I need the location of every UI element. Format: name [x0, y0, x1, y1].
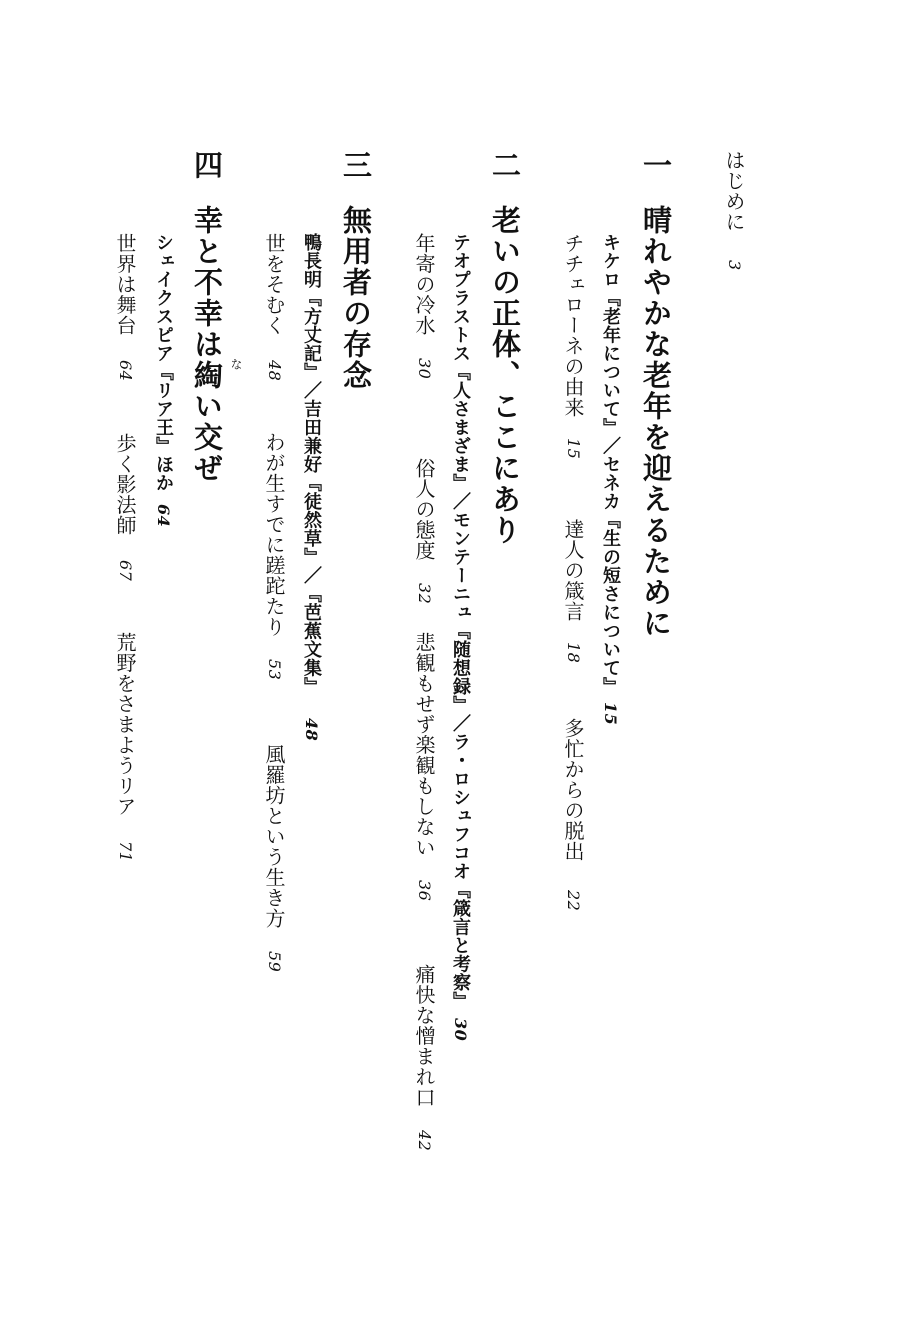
chapter-4-subtitle — [154, 233, 172, 527]
chapter-2-item-3-label: 悲観もせず楽観もしない — [412, 632, 436, 858]
chapter-3-title[interactable]: 無用者の存念 — [339, 205, 373, 391]
chapter-3-subtitle-page: 48 — [302, 717, 321, 741]
chapter-2-subtitle-page: 30 — [451, 1018, 470, 1042]
chapter-2-item-4-label: 痛快な憎まれ口 — [412, 964, 436, 1108]
chapter-4-subtitle-page: 64 — [154, 504, 173, 528]
chapter-3-item-1-page: 48 — [265, 359, 284, 381]
chapter-3-item-3-page: 59 — [265, 950, 284, 972]
chapter-1-item-3[interactable] — [563, 718, 583, 911]
chapter-2-item-4[interactable] — [414, 964, 434, 1151]
chapter-1-subtitle-text: キケロ『老年について』／セネカ『生の短さについて』 — [600, 233, 621, 696]
chapter-3-item-1-label: 世をそむく — [262, 233, 286, 336]
chapter-3-item-2-page: 53 — [265, 659, 284, 681]
chapter-1-item-2[interactable] — [563, 519, 583, 663]
chapter-4-item-1[interactable] — [115, 233, 135, 381]
chapter-3-item-2[interactable] — [264, 432, 284, 680]
chapter-1-item-1-page: 15 — [564, 437, 583, 459]
chapter-2-item-4-page: 42 — [415, 1129, 434, 1151]
chapter-4-item-2-page: 67 — [116, 559, 135, 581]
chapter-1-item-1[interactable] — [563, 233, 583, 459]
intro-entry[interactable] — [724, 150, 744, 271]
chapter-3-item-1[interactable] — [264, 233, 284, 381]
chapter-1-subtitle-page: 15 — [601, 701, 620, 725]
chapter-1-subtitle — [601, 233, 619, 725]
chapter-2-subtitle — [451, 233, 469, 1041]
chapter-4-item-3-page: 71 — [116, 840, 135, 862]
chapter-4-item-1-label: 世界は舞台 — [113, 233, 137, 336]
chapter-4-item-2[interactable] — [115, 433, 135, 581]
chapter-4-item-3[interactable] — [115, 632, 135, 862]
chapter-3-item-2-label: わが生すでに蹉跎たり — [262, 432, 286, 637]
chapter-3-item-3-label: 風羅坊という生き方 — [262, 744, 286, 929]
chapter-4-title[interactable]: 幸と不幸は綯 な い交ぜ — [190, 205, 243, 484]
chapter-2-item-3-page: 36 — [415, 879, 434, 901]
chapter-1-item-2-page: 18 — [564, 641, 583, 663]
chapter-4-title-ruby: な — [229, 358, 243, 372]
chapter-2-item-1-page: 30 — [415, 357, 434, 379]
chapter-2-item-1[interactable] — [414, 233, 434, 379]
chapter-2-item-2-label: 俗人の態度 — [412, 458, 436, 561]
chapter-2-title[interactable]: 老いの正体、ここにあり — [488, 205, 522, 546]
chapter-2-item-2-page: 32 — [415, 582, 434, 604]
chapter-4-item-3-label: 荒野をさまようリア — [113, 632, 137, 817]
chapter-3-subtitle — [302, 233, 320, 741]
chapter-4-item-2-label: 歩く影法師 — [113, 433, 137, 536]
intro-page: 3 — [725, 260, 744, 271]
chapter-4-number: 四 — [190, 150, 224, 179]
chapter-2-subtitle-text: テオプラストス『人さまざま』／モンテーニュ『随想録』／ラ・ロシュフコオ『箴言と考察』 — [450, 233, 471, 1010]
chapter-3-item-3[interactable] — [264, 744, 284, 972]
chapter-3-subtitle-text: 鴨長明『方丈記』／吉田兼好『徒然草』／『芭蕉文集』 — [301, 233, 322, 696]
chapter-1-item-2-label: 達人の箴言 — [561, 519, 585, 622]
chapter-3-number: 三 — [339, 150, 373, 179]
chapter-1-item-1-label: チチェローネの由来 — [561, 233, 585, 418]
intro-label: はじめに — [722, 150, 746, 232]
chapter-2-item-1-label: 年寄の冷水 — [412, 233, 436, 336]
chapter-1-title[interactable]: 晴れやかな老年を迎えるために — [639, 205, 673, 639]
chapter-2-item-3[interactable] — [414, 632, 434, 901]
chapter-2-item-2[interactable] — [414, 458, 434, 604]
chapter-2-number: 二 — [488, 150, 522, 179]
chapter-4-subtitle-text: シェイクスピア『リア王』ほか — [153, 233, 174, 492]
chapter-4-item-1-page: 64 — [116, 359, 135, 381]
chapter-1-item-3-label: 多忙からの脱出 — [561, 718, 585, 862]
chapter-1-number: 一 — [639, 150, 673, 179]
chapter-1-item-3-page: 22 — [564, 889, 583, 911]
